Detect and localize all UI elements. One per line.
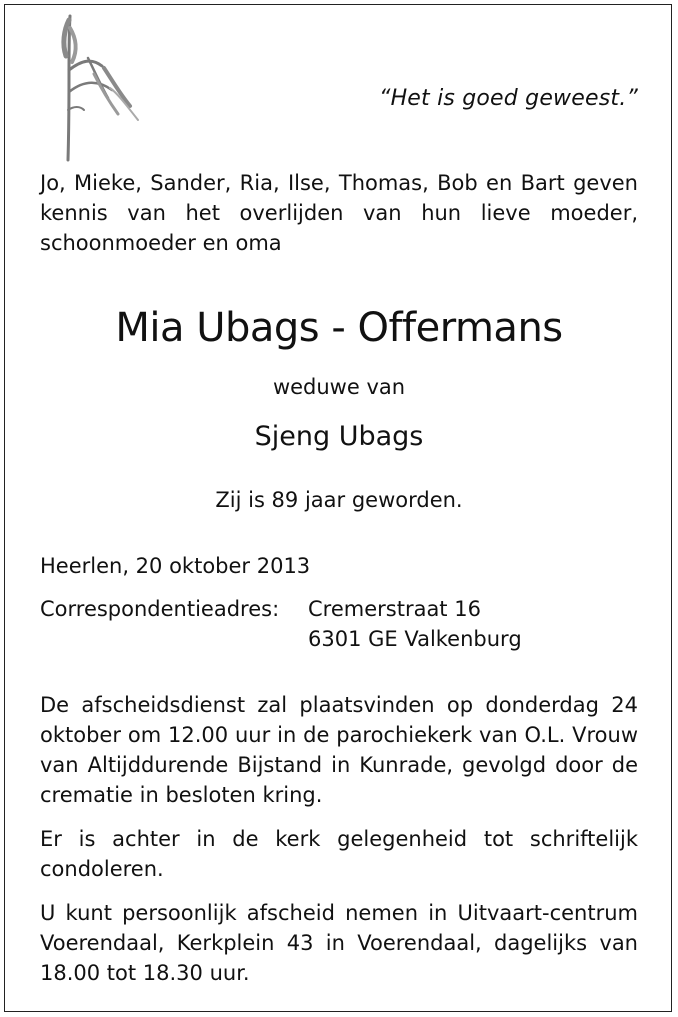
- grass-stalk-icon: [48, 10, 148, 170]
- service-details: De afscheidsdienst zal plaatsvinden op donderdag 24 oktober om 12.00 uur in de parochiekerk van O.L. Vrouw van Altijddurende Bijstand in Kunrade, gevolgd door de crematie in besloten kring.: [40, 693, 638, 807]
- notice-body: [40, 168, 638, 988]
- spouse-name: Sjeng Ubags: [254, 421, 424, 452]
- place-date: Heerlen, 20 oktober 2013: [40, 554, 311, 578]
- widow-of-label: weduwe van: [272, 375, 406, 399]
- motto-quote: “Het is goed geweest.”: [378, 86, 638, 111]
- deceased-name: Mia Ubags - Offermans: [115, 305, 563, 351]
- age-statement: Zij is 89 jaar geworden.: [215, 488, 463, 512]
- visitation-info: U kunt persoonlijk afscheid nemen in Uitvaart-centrum Voerendaal, Kerkplein 43 in Voerendaal, dagelijks van 18.00 tot 18.30 uur.: [40, 901, 638, 985]
- correspondence-address: [40, 594, 638, 654]
- condolence-info: Er is achter in de kerk gelegenheid tot schriftelijk condoleren.: [40, 827, 638, 881]
- correspondence-label: Correspondentieadres:: [40, 597, 280, 621]
- correspondence-lines: [308, 594, 522, 654]
- correspondence-city: 6301 GE Valkenburg: [308, 627, 522, 651]
- family-announcement: Jo, Mieke, Sander, Ria, Ilse, Thomas, Bob en Bart geven kennis van het overlijden van hun lieve moeder, schoonmoeder en oma: [40, 171, 638, 255]
- correspondence-street: Cremerstraat 16: [308, 597, 481, 621]
